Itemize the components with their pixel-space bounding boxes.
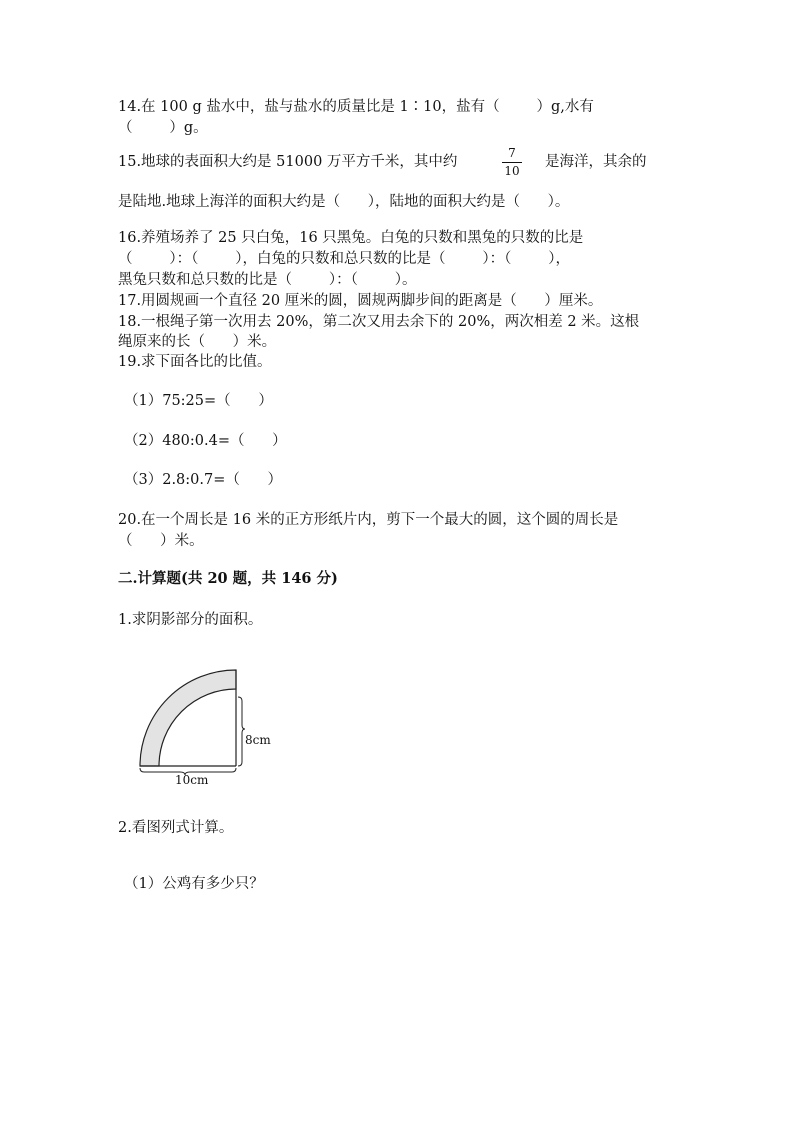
shaded-region xyxy=(140,670,236,766)
fraction-seven-tenths xyxy=(500,146,524,179)
question-17: 17.用圆规画一个直径 20 厘米的圆，圆规两脚步间的距离是（ ）厘米。 xyxy=(118,293,603,309)
question-15-line-1b: 是海洋，其余的 xyxy=(545,154,647,170)
height-brace xyxy=(238,697,245,766)
fraction-numerator: 7 xyxy=(508,146,516,160)
fraction-denominator: 10 xyxy=(504,164,520,178)
question-19: 19.求下面各比的比值。 xyxy=(118,354,272,370)
question-14-line-1: 14.在 100 g 盐水中，盐与盐水的质量比是 1∶10，盐有（ ）g,水有 xyxy=(118,99,594,115)
width-label: 10cm xyxy=(175,773,209,785)
question-19-part-2: （2）480:0.4=（ ） xyxy=(124,433,287,449)
figure-svg xyxy=(132,660,292,785)
question-15-line-1a: 15.地球的表面积大约是 51000 万平方千米，其中约 xyxy=(118,154,458,170)
question-14-line-2: （ ）g。 xyxy=(118,120,208,136)
question-16-line-1: 16.养殖场养了 25 只白兔，16 只黑兔。白兔的只数和黑兔的只数的比是 xyxy=(118,230,584,246)
calc-question-1: 1.求阴影部分的面积。 xyxy=(118,612,263,628)
question-20-line-2: （ ）米。 xyxy=(118,533,204,549)
question-19-part-3: （3）2.8:0.7=（ ） xyxy=(124,472,283,488)
question-18-line-1: 18.一根绳子第一次用去 20%，第二次又用去余下的 20%，两次相差 2 米。这根 xyxy=(118,314,640,330)
question-16-line-3: 黑兔只数和总只数的比是（ ）：（ ）。 xyxy=(118,272,417,288)
question-19-part-1: （1）75:25=（ ） xyxy=(124,393,273,409)
question-18-line-2: 绳原来的长（ ）米。 xyxy=(118,334,277,350)
fraction-bar xyxy=(502,162,522,163)
shaded-ring-figure xyxy=(132,660,292,789)
calc-question-2: 2.看图列式计算。 xyxy=(118,820,234,836)
question-16-line-2: （ ）：（ ），白兔的只数和总只数的比是（ ）：（ ）， xyxy=(118,251,570,267)
question-20-line-1: 20.在一个周长是 16 米的正方形纸片内，剪下一个最大的圆，这个圆的周长是 xyxy=(118,512,619,528)
calc-question-2-part-1: （1）公鸡有多少只？ xyxy=(124,876,264,892)
question-15-line-2: 是陆地.地球上海洋的面积大约是（ ），陆地的面积大约是（ ）。 xyxy=(118,194,570,210)
height-label: 8cm xyxy=(245,733,271,747)
section-2-title: 二.计算题(共 20 题，共 146 分) xyxy=(118,570,338,587)
